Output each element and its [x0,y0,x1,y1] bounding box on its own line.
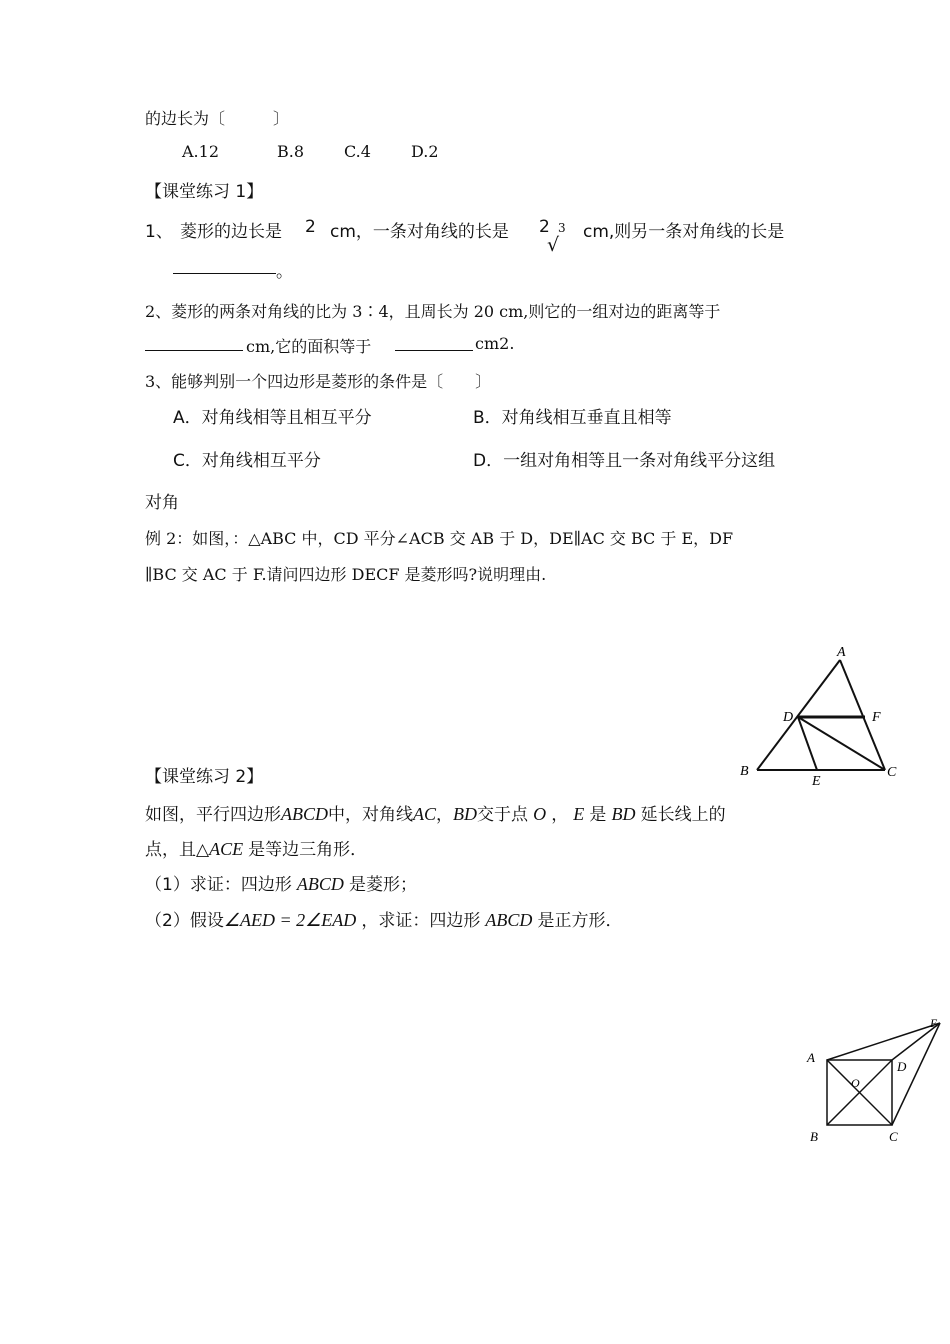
q1-text-b: cm,则另一条对角线的长是 [583,222,785,242]
text-segment: （2）假设 [145,911,224,931]
q1-number: 1、 [145,222,173,242]
q1-tail: 。 [276,262,293,282]
text-segment: 是等边三角形． [248,840,368,860]
option-b: B.8 [277,142,305,161]
math-abcd: ABCD [296,874,344,894]
math-bd: BD [453,804,478,824]
q1-value-a: 2 [305,217,316,237]
practice-2-part-1 [145,870,417,895]
q1-radical-sign: √ [547,234,560,256]
triangle-figure [735,640,905,790]
q2-unit-2: cm2. [475,334,515,353]
label-e: E [930,1016,938,1030]
label-e: E [812,774,821,789]
segment-ae [827,1023,940,1060]
label-a: A [807,1050,815,1065]
q2-line-1: 2、菱形的两条对角线的比为 3∶4，且周长为 20 cm,则它的一组对边的距离等于 [145,302,721,321]
math-abcd: ABCD [485,910,533,930]
text-segment: （1）求证：四边形 [145,875,292,895]
square-figure [800,1010,950,1150]
q3-option-d: D．一组对角相等且一条对角线平分这组 [473,451,776,471]
label-o: O [851,1076,860,1090]
text-segment: ， [551,805,569,825]
q1-radicand: 3 [558,221,566,235]
label-b: B [740,764,749,779]
example-2-line-2: ∥BC 交 AC 于 F.请问四边形 DECF 是菱形吗?说明理由. [145,565,547,584]
label-c: C [887,765,897,780]
label-b: B [810,1129,818,1144]
previous-question-tail: 的边长为〔 〕 [145,109,290,128]
q3-option-b: B．对角线相互垂直且相等 [473,408,672,428]
label-d: D [783,710,794,725]
example-2-line-1: 例 2：如图，：△ABC 中，CD 平分∠ACB 交 AB 于 D，DE∥AC 交 BC 于 E，DF [145,529,734,548]
text-segment: 如图，平行四边形 [145,805,281,825]
text-segment: 是 [589,805,607,825]
text-segment: ， [436,805,454,825]
label-a: A [837,645,846,660]
q1-unit-a: cm，一条对角线的长是 [330,222,509,242]
math-o: O [533,804,547,824]
q2-distance-blank[interactable] [145,334,243,351]
text-segment: 是菱形； [349,875,418,895]
text-segment: 点，且△ [145,840,210,860]
q2-unit-1: cm,它的面积等于 [246,337,372,356]
option-d: D.2 [411,142,439,161]
segment-ce [892,1023,940,1125]
q1-value-b: 2 [539,217,550,237]
text-segment: 中，对角线 [328,805,413,825]
text-segment: 是正方形． [537,911,623,931]
math-ace: ACE [209,839,244,859]
math-angle-relation: ∠AED = 2∠EAD [223,910,357,930]
q3-option-d-continued: 对角 [145,493,179,513]
q3-option-c: C．对角线相互平分 [173,451,321,471]
segment-de [798,717,817,770]
q2-area-blank[interactable] [395,334,473,351]
practice-2-line-2 [145,835,367,860]
side-ab [757,660,840,770]
practice-1-heading: 【课堂练习 1】 [145,182,264,202]
q3-stem: 3、能够判别一个四边形是菱形的条件是〔 〕 [145,372,492,391]
math-bd: BD [611,804,636,824]
text-segment: ，求证：四边形 [361,911,481,931]
math-e: E [573,804,585,824]
option-a: A.12 [182,142,219,161]
label-f: F [872,710,881,725]
label-d: D [897,1059,907,1074]
text-segment: 交于点 [477,805,529,825]
q3-option-a: A．对角线相等且相互平分 [173,408,372,428]
option-c: C.4 [344,142,371,161]
math-ac: AC [413,804,437,824]
text-segment: 延长线上的 [640,805,726,825]
q1-text-a: 菱形的边长是 [180,222,282,242]
practice-2-heading: 【课堂练习 2】 [145,767,264,787]
label-c: C [889,1129,898,1144]
q1-answer-blank[interactable] [173,257,276,274]
practice-2-line-1 [145,800,726,825]
math-abcd: ABCD [281,804,328,824]
practice-2-part-2 [145,906,623,931]
